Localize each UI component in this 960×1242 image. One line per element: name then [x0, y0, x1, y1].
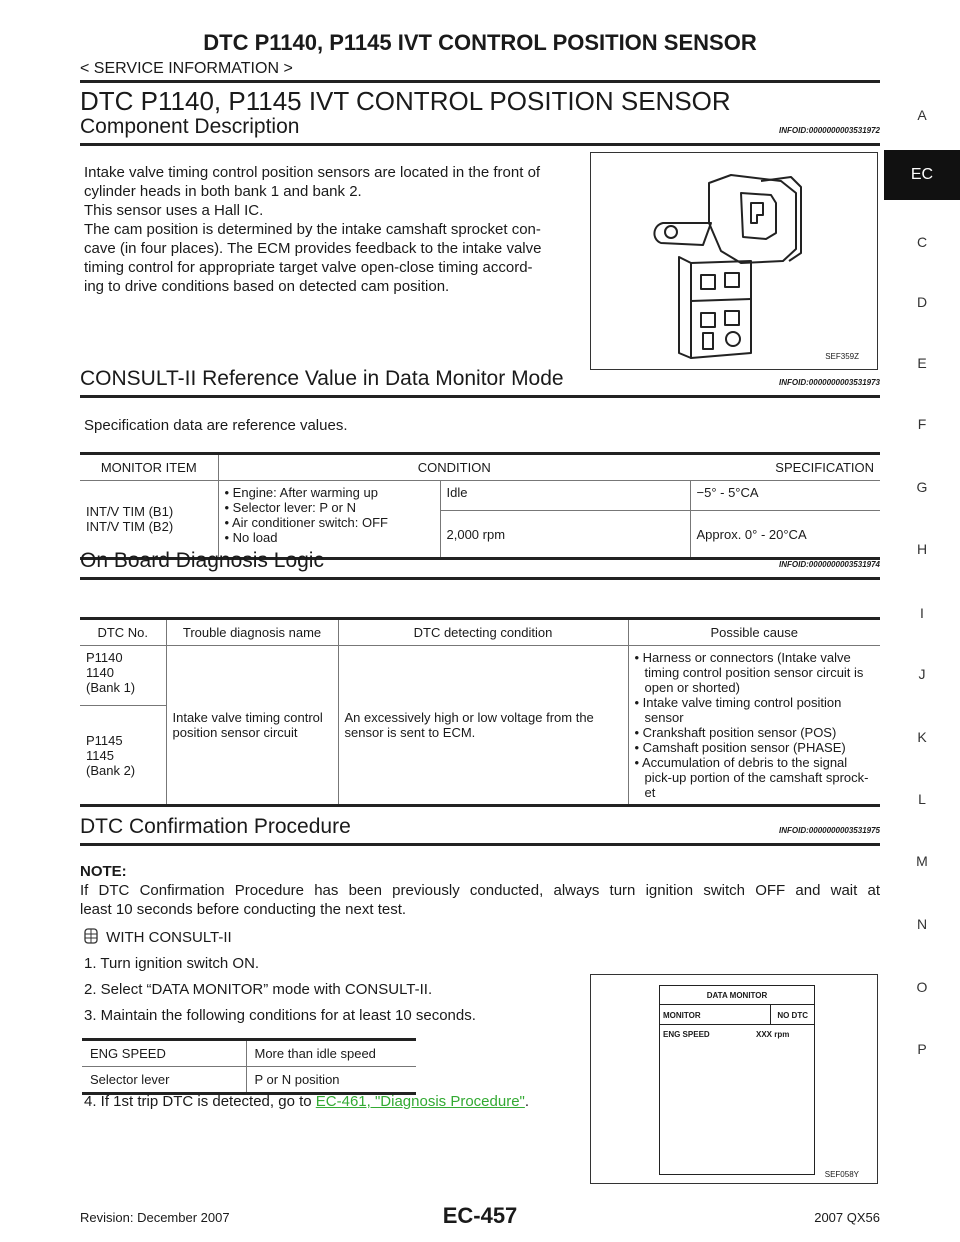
cause-item: • Accumulation of debris to the signal pick-up portion of the camshaft sprock- et [635, 755, 875, 800]
footer-page-number: EC-457 [442, 1203, 518, 1228]
table-header: DTC No. [80, 619, 166, 646]
monitor-label: MONITOR [663, 1011, 701, 1020]
condition-item-value: P or N position [246, 1067, 416, 1094]
monitor-item-cell: INT/V TIM (B1) INT/V TIM (B2) [80, 481, 218, 559]
condition-item: • Selector lever: P or N [225, 500, 434, 515]
info-id: INFOID:0000000003531975 [779, 826, 880, 835]
info-id: INFOID:0000000003531974 [779, 560, 880, 569]
index-active-ec[interactable]: EC [884, 150, 960, 200]
cause-item: • Crankshaft position sensor (POS) [635, 725, 875, 740]
index-letter-l[interactable]: L [918, 791, 926, 807]
table-header: MONITOR ITEM [80, 454, 218, 481]
running-header-title: DTC P1140, P1145 IVT CONTROL POSITION SENSOR [203, 30, 757, 55]
table-cell: −5° - 5°CA [690, 481, 880, 511]
figure-label: SEF359Z [825, 352, 859, 361]
header-divider [80, 80, 880, 83]
section-consult-reference [80, 364, 880, 398]
index-letter-j[interactable]: J [918, 666, 926, 682]
condition-item: • Air conditioner switch: OFF [225, 515, 434, 530]
component-description-text: Intake valve timing control position sensors are located in the front of cylinder heads in both bank 1 and bank 2. This sensor uses a Hall IC. The cam position is determined by the intake camshaft sprocket con- cave (in four places). The ECM provides feedback to the intake valve timing control for appropriate target valve open-close timing accord- ing to drive conditions based on detected cam position. [84, 163, 584, 296]
table-cell: Approx. 0° - 20°CA [690, 511, 880, 559]
component-text-line: ing to drive conditions based on detected cam position. [84, 278, 450, 295]
table-header: Possible cause [628, 619, 880, 646]
step-3: 3. Maintain the following conditions for at least 10 seconds. [84, 1007, 476, 1024]
index-letter-c[interactable]: C [916, 234, 928, 250]
footer-revision: Revision: December 2007 [80, 1210, 230, 1225]
step-4: 4. If 1st trip DTC is detected, go to EC-461, "Diagnosis Procedure". [84, 1093, 530, 1110]
with-consult-heading [84, 928, 232, 947]
cause-item: • Harness or connectors (Intake valve timing control position sensor circuit is open or shorted) [635, 650, 875, 695]
note-line: least 10 seconds before conducting the next test. [80, 901, 407, 918]
figure-label: SEF058Y [824, 1170, 859, 1179]
detecting-condition-cell: An excessively high or low voltage from the sensor is sent to ECM. [338, 646, 628, 806]
dtc-number-cell: P1145 1145 (Bank 2) [80, 706, 166, 806]
condition-item-name: ENG SPEED [82, 1040, 246, 1067]
index-letter-i[interactable]: I [920, 605, 924, 621]
position-sensor-illustration [591, 153, 877, 369]
section-title: On Board Diagnosis Logic [80, 549, 324, 572]
consult-tool-icon [84, 928, 98, 944]
section-obd-logic [80, 546, 880, 580]
monitor-table [80, 452, 880, 560]
index-letter-g[interactable]: G [916, 479, 928, 495]
condition-item: • Engine: After warming up [225, 485, 434, 500]
running-header-subtitle: < SERVICE INFORMATION > [80, 60, 293, 77]
section-title: CONSULT-II Reference Value in Data Monitor Mode [80, 367, 564, 390]
table-header: DTC detecting condition [338, 619, 628, 646]
index-letter-p[interactable]: P [917, 1041, 927, 1057]
index-letter-d[interactable]: D [916, 294, 928, 310]
section-title: Component Description [80, 115, 300, 138]
with-consult-label: WITH CONSULT-II [106, 929, 232, 946]
dtc-number-cell: P1140 1140 (Bank 1) [86, 650, 136, 695]
spec-note: Specification data are reference values. [84, 417, 348, 434]
cause-item: • Intake valve timing control position sensor [635, 695, 875, 725]
index-letter-h[interactable]: H [916, 541, 928, 557]
monitor-screen [659, 985, 815, 1175]
step-2: 2. Select “DATA MONITOR” mode with CONSULT-II. [84, 981, 433, 998]
table-cell: 2,000 rpm [440, 511, 690, 559]
diagnosis-procedure-link[interactable]: EC-461, "Diagnosis Procedure" [315, 1093, 525, 1110]
monitor-title: DATA MONITOR [660, 986, 814, 1005]
info-id: INFOID:0000000003531973 [779, 378, 880, 387]
section-component-description [80, 112, 880, 146]
cause-item: • Camshaft position sensor (PHASE) [635, 740, 875, 755]
monitor-value: XXX rpm [756, 1030, 790, 1039]
index-letter-f[interactable]: F [917, 416, 927, 432]
section-dtc-confirmation [80, 812, 880, 846]
info-id: INFOID:0000000003531972 [779, 126, 880, 135]
table-header: SPECIFICATION [690, 454, 880, 481]
table-header: Trouble diagnosis name [166, 619, 338, 646]
condition-item-name: Selector lever [82, 1067, 246, 1094]
section-title: DTC Confirmation Procedure [80, 815, 351, 838]
table-header: CONDITION [218, 454, 690, 481]
index-letter-a[interactable]: A [917, 107, 927, 123]
diagnosis-name-cell: Intake valve timing control position sensor circuit [166, 646, 338, 806]
index-letter-m[interactable]: M [916, 853, 928, 869]
monitor-item: ENG SPEED [663, 1030, 710, 1039]
note-line: If DTC Confirmation Procedure has been previously conducted, always turn ignition switch OFF and wait at [80, 882, 880, 899]
sensor-figure [590, 152, 878, 370]
data-monitor-figure [590, 974, 878, 1184]
monitor-data-row [660, 1025, 814, 1045]
step-1: 1. Turn ignition switch ON. [84, 955, 260, 972]
dtc-table [80, 617, 880, 807]
page-title: DTC P1140, P1145 IVT CONTROL POSITION SENSOR [80, 86, 731, 116]
index-letter-o[interactable]: O [916, 979, 928, 995]
note-block [80, 862, 880, 919]
index-letter-n[interactable]: N [916, 916, 928, 932]
condition-item: • No load [225, 530, 434, 545]
condition-item-value: More than idle speed [246, 1040, 416, 1067]
possible-cause-cell [628, 646, 880, 806]
note-label: NOTE: [80, 863, 127, 880]
no-dtc-label: NO DTC [777, 1011, 808, 1020]
index-letter-k[interactable]: K [917, 729, 927, 745]
footer-model: 2007 QX56 [814, 1210, 880, 1225]
conditions-table [82, 1038, 416, 1095]
component-text-line: timing control for appropriate target valve open-close timing accord- [84, 259, 533, 276]
section-index-sidebar [884, 0, 960, 1242]
index-letter-e[interactable]: E [917, 355, 927, 371]
monitor-header-row [660, 1005, 814, 1025]
table-cell: Idle [440, 481, 690, 511]
